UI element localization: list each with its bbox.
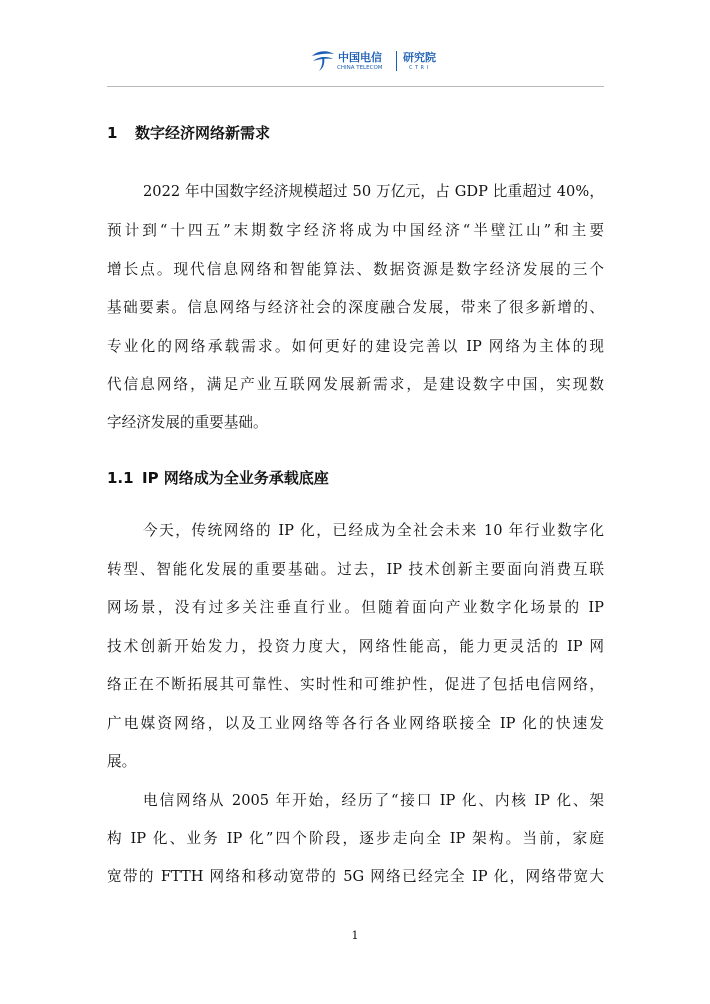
paragraph-line: 转型、智能化发展的重要基础。过去，IP 技术创新主要面向消费互联 <box>107 561 604 578</box>
section-1-heading <box>107 122 270 143</box>
paragraph-line: 广电媒资网络，以及工业网络等各行各业网络联接全 IP 化的快速发 <box>107 715 604 732</box>
paragraph-line: 今天，传统网络的 IP 化，已经成为全社会未来 10 年行业数字化 <box>143 522 604 539</box>
logo-chinese-text: 中国电信 <box>338 51 382 64</box>
paragraph-line: 专业化的网络承载需求。如何更好的建设完善以 IP 网络为主体的现 <box>107 338 604 355</box>
page-number: 1 <box>351 929 359 942</box>
paragraph-line: 宽带的 FTTH 网络和移动宽带的 5G 网络已经完全 IP 化，网络带宽大 <box>107 868 604 885</box>
paragraph-line: 增长点。现代信息网络和智能算法、数据资源是数字经济发展的三个 <box>107 261 604 278</box>
section-1-number: 1 <box>107 124 118 142</box>
logo-divider <box>396 51 397 71</box>
china-telecom-logo-icon <box>310 48 336 72</box>
paragraph-line: 技术创新开始发力，投资力度大，网络性能高，能力更灵活的 IP 网 <box>107 638 604 655</box>
header-rule <box>107 86 604 87</box>
page-header <box>0 46 710 82</box>
paragraph-line: 代信息网络，满足产业互联网发展新需求，是建设数字中国，实现数 <box>107 376 604 393</box>
institute-name: 研究院 <box>403 51 436 64</box>
section-1-1-number: 1.1 <box>107 469 134 487</box>
paragraph-line: 字经济发展的重要基础。 <box>107 414 268 431</box>
section-1-1-title: IP 网络成为全业务承载底座 <box>142 469 329 487</box>
paragraph-line: 2022 年中国数字经济规模超过 50 万亿元，占 GDP 比重超过 40%， <box>143 183 604 200</box>
logo-english-text: CHINA TELECOM <box>337 65 383 71</box>
paragraph-line: 电信网络从 2005 年开始，经历了“接口 IP 化、内核 IP 化、架 <box>143 792 604 809</box>
paragraph-line: 网场景，没有过多关注垂直行业。但随着面向产业数字化场景的 IP <box>107 599 604 616</box>
paragraph-line: 基础要素。信息网络与经济社会的深度融合发展，带来了很多新增的、 <box>107 299 604 316</box>
section-1-title: 数字经济网络新需求 <box>135 124 271 142</box>
institute-abbrev: CTRI <box>409 65 431 71</box>
paragraph-line: 络正在不断拓展其可靠性、实时性和可维护性，促进了包括电信网络， <box>107 676 604 693</box>
paragraph-line: 展。 <box>107 753 137 770</box>
paragraph-line: 预计到“十四五”末期数字经济将成为中国经济“半壁江山”和主要 <box>107 222 604 239</box>
paragraph-line: 构 IP 化、业务 IP 化”四个阶段，逐步走向全 IP 架构。当前，家庭 <box>107 830 604 847</box>
section-1-1-heading <box>107 467 329 488</box>
